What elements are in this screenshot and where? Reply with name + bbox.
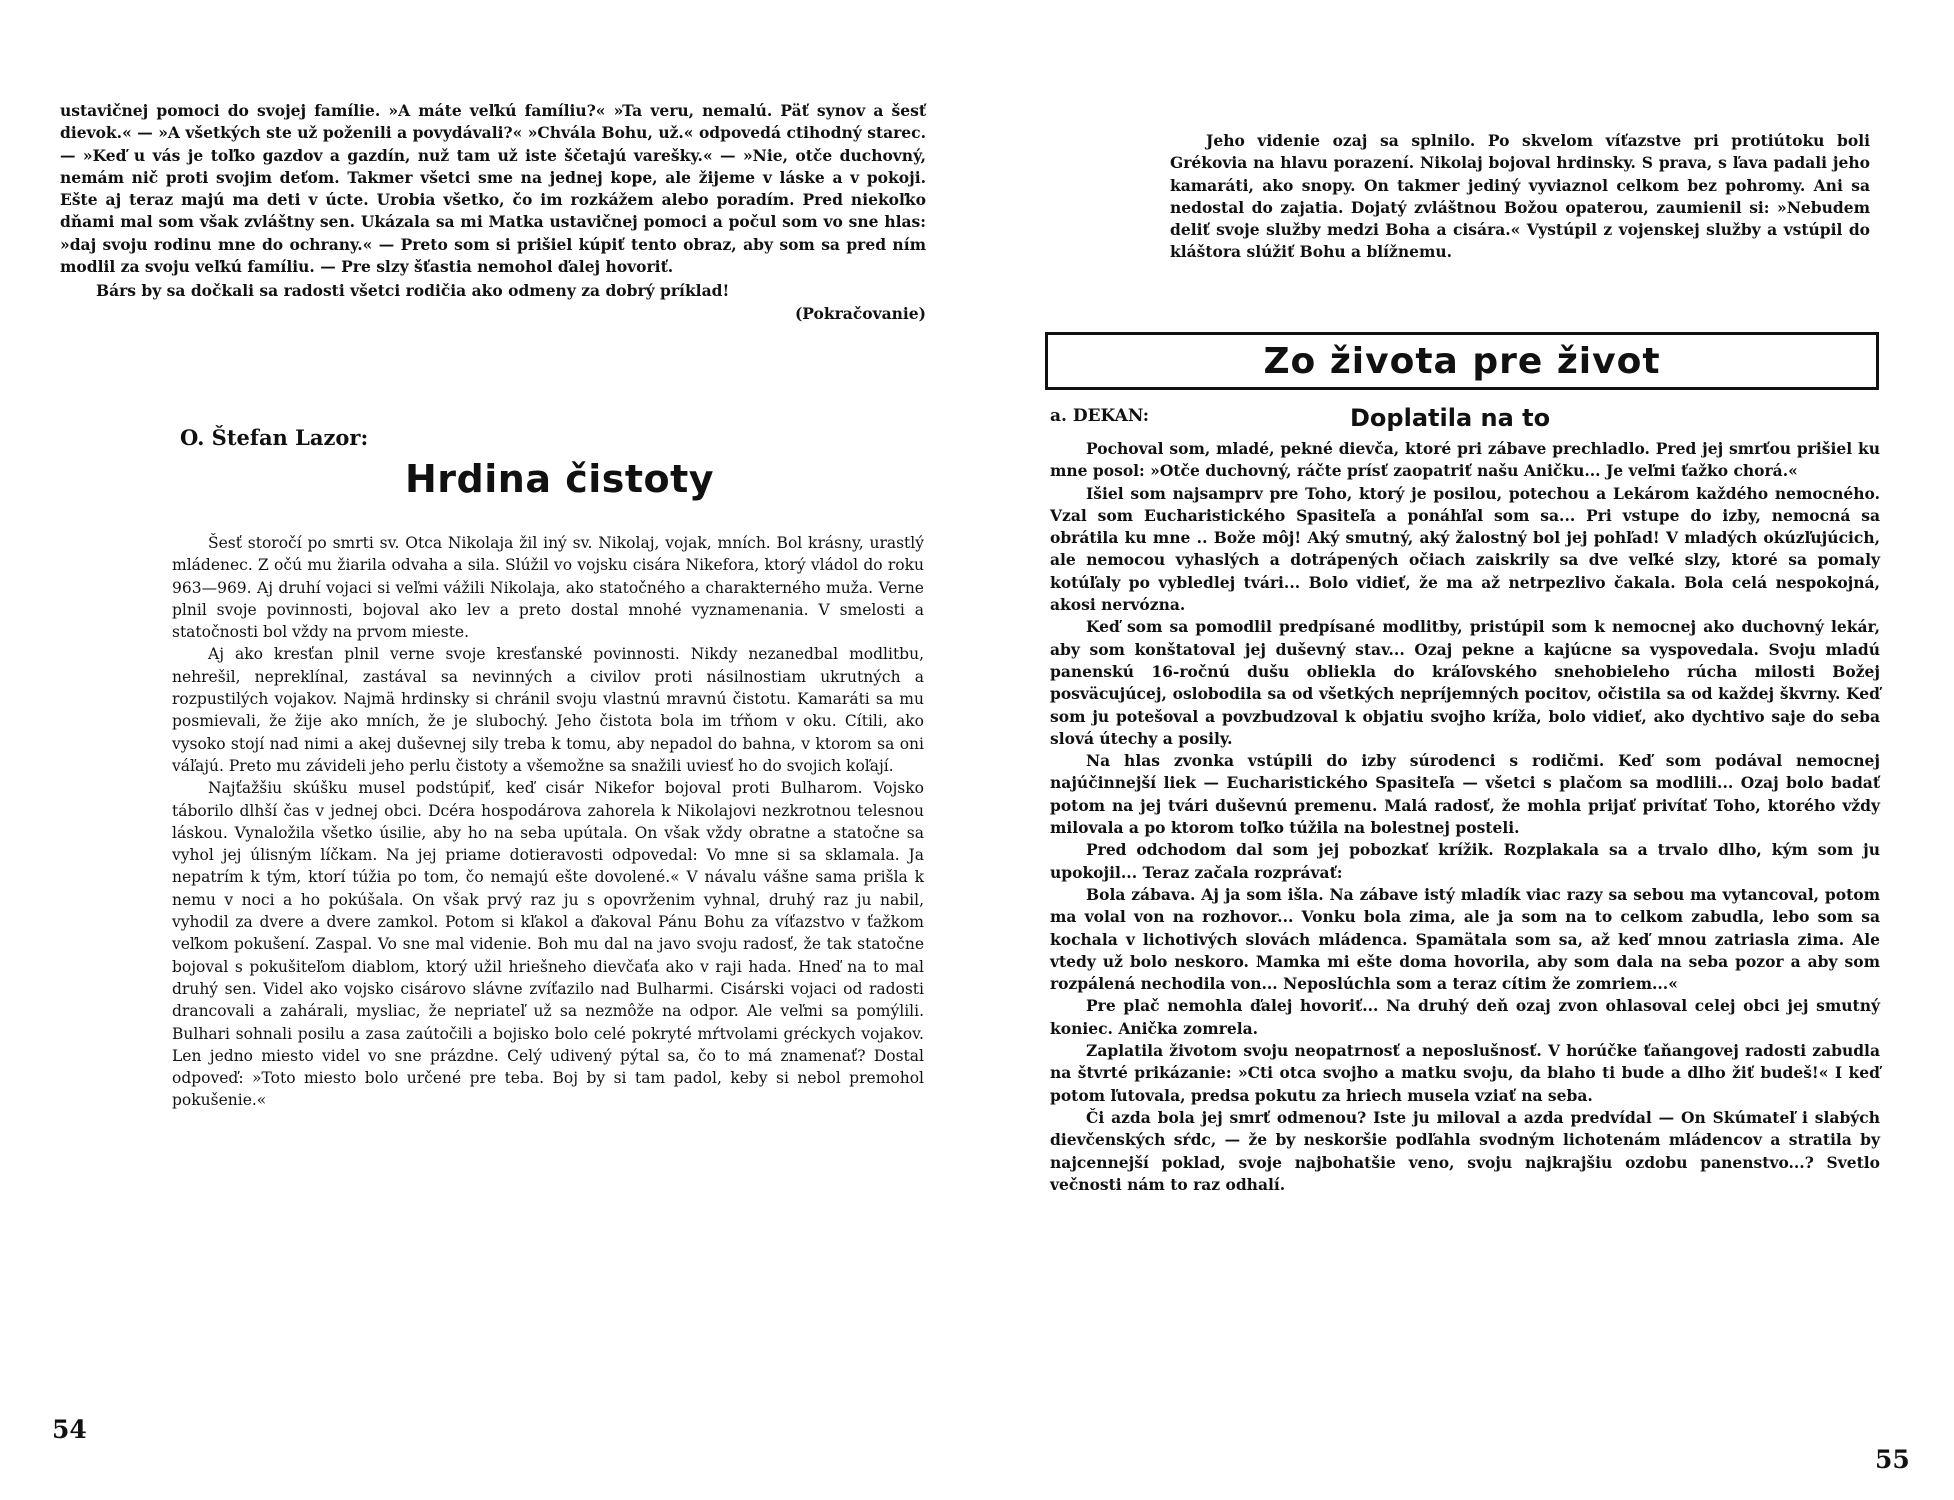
left-page <box>0 0 960 1500</box>
closing-line: Bárs by sa dočkali sa radosti všetci rodičia ako odmeny za dobrý príklad! <box>96 281 730 301</box>
story-paragraph: Pre plač nemohla ďalej hovoriť... Na druhý deň ozaj zvon ohlasoval celej obci jej smutný koniec. Anička zomrela. <box>1050 996 1880 1038</box>
story-paragraph: Najťažšiu skúšku musel podstúpiť, keď cisár Nikefor bojoval proti Bulharom. Vojsko táborilo dlhší čas v jednej obci. Dcéra hospodárova zahorela k Nikolajovi nezkrotnou telesnou láskou. Vynaložila všetko úsilie, aby ho na seba upútala. On však vždy obratne a statočne sa vyhol jej úlisným líčkam. Na jej priame dotieravosti odpovedal: Vo mne si sa sklamala. Ja nepatrím k tým, ktorí túžia po tom, čo nemajú ešte dovolené.« V návalu vášne sama prišla k nemu v noci a ho pokúšala. On však prvý raz ju s opovrženim vyhnal, druhý raz ju nabil, vyhodil za dvere a dvere zamkol. Potom si kľakol a ďakoval Pánu Bohu za víťazstvo v ťažkom veľkom pokušení. Zaspal. Vo sne mal videnie. Boh mu dal na javo svoju radosť, že tak statočne bojoval s pokušiteľom diablom, ktorý užil hriešneho dievčaťa ako v raji hada. Hneď na to mal druhý sen. Videl ako vojsko cisárovo slávne zvíťazilo nad Bulharmi. Cisárski vojaci od radosti drancovali a zahárali, mysliac, že nepriateľ už sa nezmôže na odpor. Ale veľmi sa pomýlili. Bulhari sohnali posilu a zasa zaútočili a bojisko bolo celé pokryté mŕtvolami gréckych vojakov. Len jedno miesto videl vo sne prázdne. Celý udivený pýtal sa, čo to má znamenať? Dostal odpoveď: »Toto miesto bolo určené pre teba. Boj by si tam padol, keby si nebol premohol pokušenie.« <box>172 779 924 1110</box>
page-number: 55 <box>1875 1445 1910 1474</box>
story-paragraph: Aj ako kresťan plnil verne svoje kresťanské povinnosti. Nikdy nezanedbal modlitbu, nehrešil, nepreklínal, zastával sa nevinných a civilov proti násilnostiam ukrutných a rozpustilých vojakov. Najmä hrdinsky si chránil svoju vlastnú mravnú čistotu. Kamaráti sa mu posmievali, že žije ako mních, že je slubochý. Jeho čistota bola im tŕňom v oku. Cítili, ako vysoko stojí nad nimi a akej duševnej sily treba k tomu, aby nepadol do bahna, v ktorom sa oni váľajú. Preto mu závideli jeho perlu čistoty a všemožne sa snažili uviesť ho do svojich koľají. <box>172 645 924 775</box>
story-paragraph: Či azda bola jej smrť odmenou? Iste ju miloval a azda predvídal — On Skúmateľ i slabých dievčenských sŕdc, — že by neskoršie podľahla svodným lichotenám mládencov a stratila by najcennejší poklad, svoje najbohatšie veno, svoju najkrajšiu ozdobu panenstvo...? Svetlo večnosti nám to raz odhalí. <box>1050 1107 1880 1194</box>
continuation-note: (Pokračovanie) <box>794 303 926 323</box>
story-paragraph: Zaplatila životom svoju neopatrnosť a neposlušnosť. V horúčke ťaňangovej radosti zabudla na štvrté prikázanie: »Cti otca svojho a matku svoju, da blaho ti bude a dlho žiť budeš!« I keď potom ľutovala, predsa pokutu za hriech musela vziať na seba. <box>1050 1041 1880 1105</box>
intro-paragraph: ustavičnej pomoci do svojej famílie. »A máte veľkú famíliu?« »Ta veru, nemalú. Päť synov a šesť dievok.« — »A všetkých ste už poženili a povydávali?« »Chvála Bohu, už.« odpovedá ctihodný starec. — »Keď u vás je toľko gazdov a gazdín, nuž tam už iste ščetajú varešky.« — »Nie, otče duchovný, nemám nič proti svojim deťom. Takmer všetci sme na jednej kope, ale žijeme v láske a v pokoji. Ešte aj teraz majú ma deti v úcte. Urobia všetko, čo im rozkážem alebo poradím. Pred niekoľko dňami mal som však zvláštny sen. Ukázala sa mi Matka ustavičnej pomoci a počul som vo sne hlas: »daj svoju rodinu mne do ochrany.« — Preto som si prišiel kúpiť tento obraz, aby som sa pred ním modlil za svoju veľkú famíliu. — Pre slzy šťastia nemohol ďalej hovoriť. <box>60 101 926 277</box>
story-paragraph: Bola zábava. Aj ja som išla. Na zábave istý mladík viac razy sa sebou ma vytancoval, potom ma volal von na rozhovor... Vonku bola zima, ale ja som na to celkom zabudla, lebo som sa kochala v lichotivých slovách mládenca. Spamätala som sa, až keď mnou zatriasla zima. Ale vtedy už bolo neskoro. Mamka mi ešte doma hovorila, aby som dala na seba pozor a aby som rozpálená nechodila von... Neposlúchla som a teraz cítim že zomriem...« <box>1050 884 1880 994</box>
article-author: a. DEKAN: <box>1050 406 1150 426</box>
story-paragraph: Na hlas zvonka vstúpili do izby súrodenci s rodičmi. Keď som podával nemocnej najúčinnejší liek — Eucharistického Spasiteľa — všetci s plačom sa modlili... Ozaj bolo badať potom na jej tvári duševnú premenu. Malá radosť, že mohla prijať privítať Toho, ktorého vždy milovala a po ktorom toľko túžila na bolestnej posteli. <box>1050 751 1880 838</box>
banner-title: Zo života pre život <box>1263 340 1661 382</box>
article-title: Hrdina čistoty <box>405 457 715 501</box>
article-body <box>1050 438 1880 1196</box>
right-intro-block <box>1170 130 1870 264</box>
top-paragraph: Jeho videnie ozaj sa splnilo. Po skvelom víťazstve pri protiútoku boli Grékovia na hlavu porazení. Nikolaj bojoval hrdinsky. S prava, s ľava padali jeho kamaráti, ako snopy. On takmer jediný vyviaznol celkom bez pohromy. Ani sa nedostal do zajatia. Dojatý zvláštnou Božou opaterou, zaumienil si: »Nebudem deliť svoje služby medzi Boha a cisára.« Vystúpil z vojenskej služby a vstúpil do kláštora slúžiť Bohu a blížnemu. <box>1170 131 1870 262</box>
article-body <box>172 532 924 1112</box>
page-number: 54 <box>52 1415 87 1444</box>
story-paragraph: Keď som sa pomodlil predpísané modlitby, pristúpil som k nemocnej ako duchovný lekár, aby som konštatoval jej duševný stav... Ozaj pekne a kajúcne sa vyspovedala. Svoju mladú panenskú 16-ročnú dušu obliekla do kráľovského snehobieleho rúcha milosti Božej posväcujúcej, oslobodila sa od všetkých nepríjemných pocitov, očistila sa od každej škvrny. Keď som ju potešoval a povzbudzoval k objatiu svojho kríža, bolo vidieť, ako dychtivo saje do seba slová útechy a posily. <box>1050 617 1880 748</box>
story-paragraph: Šesť storočí po smrti sv. Otca Nikolaja žil iný sv. Nikolaj, vojak, mních. Bol krásny, urastlý mládenec. Z očú mu žiarila odvaha a sila. Slúžil vo vojsku cisára Nikefora, ktorý vládol do roku 963—969. Aj druhí vojaci si veľmi vážili Nikolaja, ako statočného a charakterného muža. Verne plnil svoje povinnosti, bojoval ako lev a preto dostal mnohé vyznamenania. V smelosti a statočnosti bol vždy na prvom mieste. <box>172 534 924 642</box>
article-title: Doplatila na to <box>1350 404 1551 432</box>
left-intro-block <box>60 100 926 325</box>
story-paragraph: Išiel som najsamprv pre Toho, ktorý je posilou, potechou a Lekárom každého nemocného. Vzal som Eucharistického Spasiteľa a ponáhľal som sa... Pri vstupe do izby, nemocná sa obrátila ku mne .. Bože môj! Aký smutný, aký žalostný bol jej pohľad! V mladých okúzľujúcich, ale nemocou vyhaslých a dotrápených očiach zaiskrily sa dve veľké slzy, ktoré sa pomaly kotúľaly po vybledlej tvári... Bolo vidieť, že ma až netrpezlivo čakala. Bola celá nespokojná, akosi nervózna. <box>1050 483 1880 615</box>
article-author: O. Štefan Lazor: <box>180 425 369 450</box>
right-page <box>995 0 1954 1500</box>
story-paragraph: Pred odchodom dal som jej pobozkať krížik. Rozplakala sa a trvalo dlho, kým som ju upokojil... Teraz začala rozprávať: <box>1050 840 1880 882</box>
section-banner <box>1045 332 1879 390</box>
story-paragraph: Pochoval som, mladé, pekné dievča, ktoré pri zábave prechladlo. Pred jej smrťou prišiel ku mne posol: »Otče duchovný, ráčte prísť zaopatriť našu Aničku... Je veľmi ťažko chorá.« <box>1050 439 1880 481</box>
